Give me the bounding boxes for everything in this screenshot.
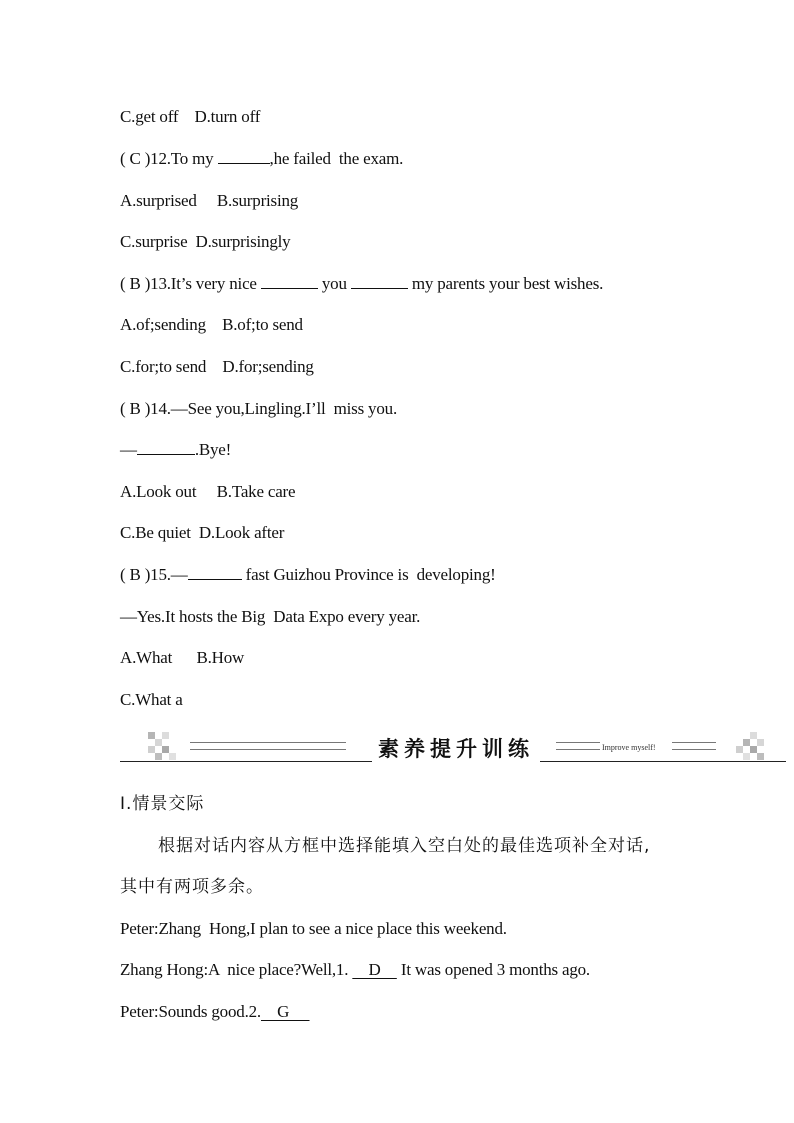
question-15 bbox=[120, 564, 496, 586]
stripe-right-b bbox=[672, 742, 716, 750]
dialogue-line-3 bbox=[120, 1001, 310, 1023]
option-line-15c: C.What a bbox=[120, 690, 183, 709]
question-13 bbox=[120, 273, 603, 295]
answer-2: G bbox=[260, 1002, 310, 1021]
option-line-13ab: A.of;sending B.of;to send bbox=[120, 315, 303, 334]
banner-subtitle: Improve myself! bbox=[602, 743, 656, 752]
answer-blank bbox=[261, 273, 318, 289]
dialogue-line-3-text: Peter:Sounds good.2. bbox=[120, 1002, 261, 1021]
instruction-line-1: 根据对话内容从方框中选择能填入空白处的最佳选项补全对话, bbox=[158, 836, 651, 856]
question-12-stem: ( C )12.To my bbox=[120, 149, 218, 168]
stripe-right-a bbox=[556, 742, 600, 750]
dialogue-line-1: Peter:Zhang Hong,I plan to see a nice place this weekend. bbox=[120, 919, 507, 938]
question-14: ( B )14.—See you,Lingling.I’ll miss you. bbox=[120, 399, 398, 418]
option-line-12cd: C.surprise D.surprisingly bbox=[120, 232, 291, 251]
question-15-reply: —Yes.It hosts the Big Data Expo every year. bbox=[120, 607, 421, 626]
answer-blank bbox=[218, 148, 270, 164]
section-banner bbox=[120, 728, 786, 764]
question-13-rest: my parents your best wishes. bbox=[407, 274, 604, 293]
option-line-15ab: A.What B.How bbox=[120, 648, 245, 667]
question-13-stem: ( B )13.It’s very nice bbox=[120, 274, 261, 293]
reply-bye: .Bye! bbox=[194, 440, 232, 459]
option-line-12ab: A.surprised B.surprising bbox=[120, 191, 299, 210]
dialogue-line-2-rest: It was opened 3 months ago. bbox=[396, 960, 590, 979]
option-line-13cd: C.for;to send D.for;sending bbox=[120, 357, 314, 376]
answer-blank bbox=[351, 273, 408, 289]
question-15-rest: fast Guizhou Province is developing! bbox=[241, 565, 496, 584]
question-12 bbox=[120, 148, 403, 170]
question-12-rest: ,he failed the exam. bbox=[269, 149, 404, 168]
instruction-line-2: 其中有两项多余。 bbox=[120, 877, 264, 897]
dialogue-line-2 bbox=[120, 959, 590, 981]
answer-blank bbox=[188, 564, 242, 580]
question-13-mid: you bbox=[317, 274, 351, 293]
option-line-11cd: C.get off D.turn off bbox=[120, 107, 261, 126]
question-14-reply bbox=[120, 439, 231, 461]
section-heading: Ⅰ.情景交际 bbox=[120, 794, 205, 814]
dialogue-line-2-text: Zhang Hong:A nice place?Well,1. bbox=[120, 960, 353, 979]
stripe-left bbox=[190, 742, 346, 750]
option-line-14cd: C.Be quiet D.Look after bbox=[120, 523, 285, 542]
option-line-14ab: A.Look out B.Take care bbox=[120, 482, 296, 501]
question-15-stem: ( B )15.— bbox=[120, 565, 188, 584]
banner-title: 素养提升训练 bbox=[372, 733, 540, 763]
answer-1: D bbox=[352, 960, 397, 979]
reply-dash: — bbox=[120, 440, 137, 459]
answer-blank bbox=[137, 439, 195, 455]
